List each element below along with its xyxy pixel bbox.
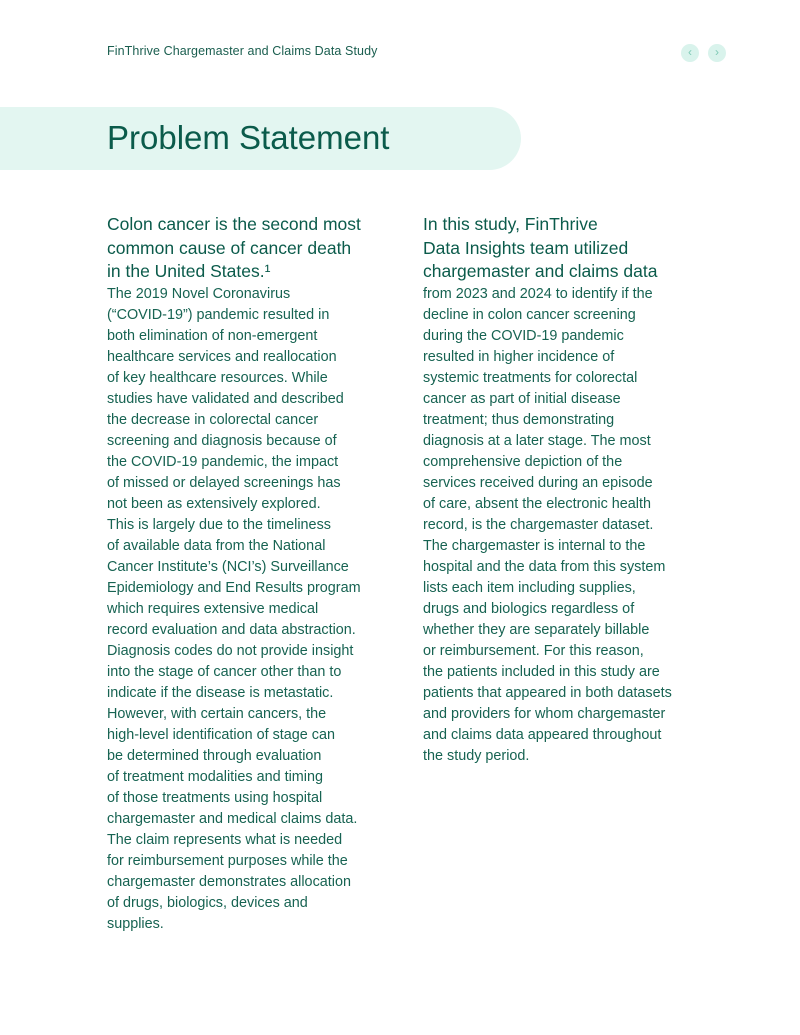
text-line: cancer as part of initial disease (423, 391, 621, 408)
text-line: The claim represents what is needed (107, 832, 343, 849)
text-line: whether they are separately billable (423, 622, 650, 639)
text-line: which requires extensive medical (107, 601, 319, 618)
text-line: diagnosis at a later stage. The most (423, 433, 651, 450)
text-line: comprehensive depiction of the (423, 454, 623, 471)
text-line: Epidemiology and End Results program (107, 580, 361, 597)
text-line: from 2023 and 2024 to identify if the (423, 286, 653, 303)
text-line: of available data from the National (107, 538, 326, 555)
chevron-right-icon[interactable]: › (708, 44, 726, 62)
text-line: and providers for whom chargemaster (423, 706, 666, 723)
text-line: treatment; thus demonstrating (423, 412, 615, 429)
text-line: of key healthcare resources. While (107, 370, 328, 387)
text-line: In this study, FinThrive (423, 214, 598, 234)
text-line: services received during an episode (423, 475, 653, 492)
text-line: or reimbursement. For this reason, (423, 643, 644, 660)
text-line: supplies. (107, 916, 164, 933)
text-line: Colon cancer is the second most (107, 214, 361, 234)
text-line: chargemaster and claims data (423, 261, 658, 282)
text-line: of treatment modalities and timing (107, 769, 323, 786)
text-line: for reimbursement purposes while the (107, 853, 348, 870)
text-line: of those treatments using hospital (107, 790, 323, 807)
text-line: the decrease in colorectal cancer (107, 412, 319, 429)
chevron-left-icon[interactable]: ‹ (681, 44, 699, 62)
text-line: chargemaster and medical claims data. (107, 811, 358, 828)
right-lead-paragraph (423, 213, 708, 284)
text-line: However, with certain cancers, the (107, 706, 327, 723)
text-line: the COVID-19 pandemic, the impact (107, 454, 339, 471)
text-line: in the United States.¹ (107, 261, 271, 282)
text-line: common cause of cancer death (107, 237, 352, 258)
right-body-paragraph (423, 284, 708, 767)
page-title: Problem Statement (107, 119, 390, 156)
text-line: The 2019 Novel Coronavirus (107, 286, 291, 303)
document-header-title: FinThrive Chargemaster and Claims Data Study (107, 44, 378, 58)
text-line: of care, absent the electronic health (423, 496, 651, 513)
text-line: and claims data appeared throughout (423, 727, 662, 744)
text-line: resulted in higher incidence of (423, 349, 615, 366)
text-line: high-level identification of stage can (107, 727, 335, 744)
text-line: Diagnosis codes do not provide insight (107, 643, 354, 660)
text-line: be determined through evaluation (107, 748, 322, 765)
text-line: record, is the chargemaster dataset. (423, 517, 654, 534)
text-line: Data Insights team utilized (423, 237, 629, 258)
left-body-paragraph (107, 284, 392, 935)
text-line: screening and diagnosis because of (107, 433, 337, 450)
text-line: the study period. (423, 748, 530, 765)
text-line: the patients included in this study are (423, 664, 660, 681)
text-line: Cancer Institute’s (NCI’s) Surveillance (107, 559, 349, 576)
text-line: not been as extensively explored. (107, 496, 321, 513)
text-line: record evaluation and data abstraction. (107, 622, 356, 639)
text-line: chargemaster demonstrates allocation (107, 874, 351, 891)
text-line: decline in colon cancer screening (423, 307, 636, 324)
text-line: during the COVID-19 pandemic (423, 328, 624, 345)
text-line: indicate if the disease is metastatic. (107, 685, 334, 702)
text-line: both elimination of non-emergent (107, 328, 318, 345)
right-column (423, 213, 708, 767)
text-line: drugs and biologics regardless of (423, 601, 635, 618)
text-line: into the stage of cancer other than to (107, 664, 342, 681)
text-line: hospital and the data from this system (423, 559, 666, 576)
text-line: of missed or delayed screenings has (107, 475, 341, 492)
text-line: (“COVID-19”) pandemic resulted in (107, 307, 330, 324)
left-column (107, 213, 392, 935)
text-line: systemic treatments for colorectal (423, 370, 638, 387)
text-line: studies have validated and described (107, 391, 344, 408)
text-line: The chargemaster is internal to the (423, 538, 646, 555)
left-lead-paragraph (107, 213, 392, 284)
text-line: of drugs, biologics, devices and (107, 895, 308, 912)
text-line: This is largely due to the timeliness (107, 517, 331, 534)
text-line: patients that appeared in both datasets (423, 685, 672, 702)
text-line: lists each item including supplies, (423, 580, 636, 597)
text-line: healthcare services and reallocation (107, 349, 337, 366)
